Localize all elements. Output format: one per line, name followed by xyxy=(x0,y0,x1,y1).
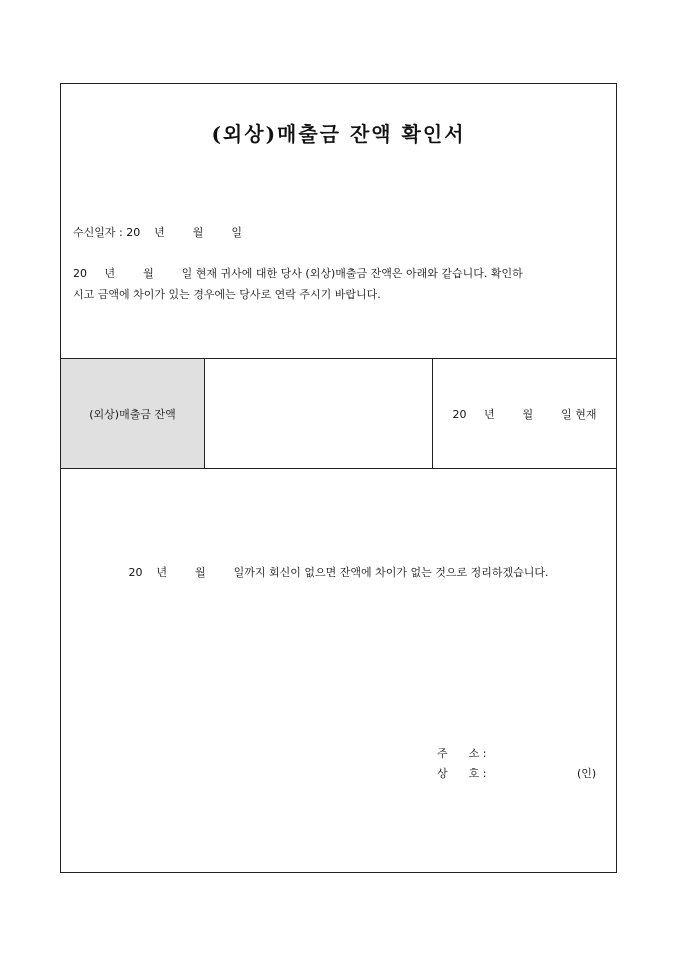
address-label: 주 소 : xyxy=(437,747,487,760)
receipt-date: 수신일자 : 20 년 월 일 xyxy=(73,226,243,239)
body-text-line-2: 시고 금액에 차이가 있는 경우에는 당사로 연락 주시기 바랍니다. xyxy=(73,288,381,301)
balance-label-cell: (외상)매출금 잔액 xyxy=(61,359,205,468)
reply-deadline-notice: 20 년 월 일까지 회신이 없으면 잔액에 차이가 없는 것으로 정리하겠습니다. xyxy=(128,566,549,579)
body-text-line-1: 20 년 월 일 현재 귀사에 대한 당사 (외상)매출금 잔액은 아래와 같습니다. 확인하 xyxy=(73,267,523,280)
document-frame xyxy=(60,83,617,873)
company-label: 상 호 : xyxy=(437,767,487,780)
balance-table xyxy=(61,358,616,469)
document-title: (외상)매출금 잔액 확인서 xyxy=(211,122,466,146)
seal-mark: (인) xyxy=(577,767,597,780)
balance-amount-cell xyxy=(205,359,433,468)
balance-as-of-date: 20 년 월 일 현재 xyxy=(452,407,597,421)
